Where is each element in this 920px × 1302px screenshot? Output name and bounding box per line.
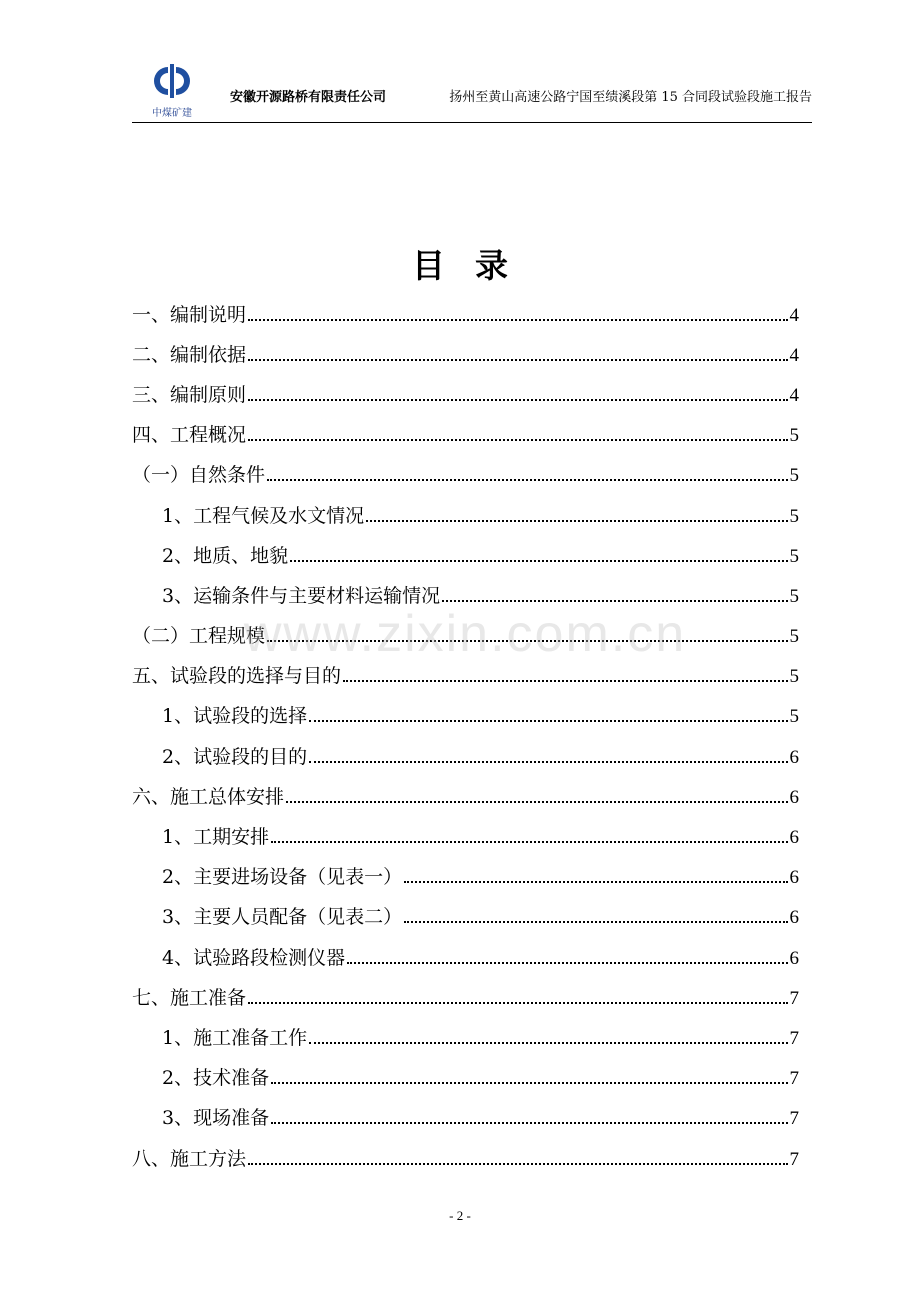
toc-leader-dots — [248, 1002, 787, 1004]
toc-entry-label: 1、施工准备工作 — [162, 1026, 308, 1049]
toc-entry-page: 6 — [789, 867, 799, 889]
toc-entry[interactable] — [132, 574, 799, 614]
toc-entry[interactable] — [132, 936, 799, 976]
toc-entry-label: 七、施工准备 — [132, 986, 247, 1009]
toc-leader-dots — [347, 962, 787, 964]
toc-entry-label: 1、工期安排 — [162, 826, 270, 849]
toc-leader-dots — [271, 841, 787, 843]
toc-entry-page: 5 — [789, 505, 799, 527]
toc-entry-page: 5 — [789, 425, 799, 447]
toc-leader-dots — [248, 319, 787, 321]
toc-entry[interactable] — [132, 976, 799, 1016]
toc-entry-page: 5 — [789, 706, 799, 728]
toc-entry[interactable] — [132, 293, 799, 333]
toc-entry[interactable] — [132, 815, 799, 855]
toc-leader-dots — [309, 761, 787, 763]
toc-entry-page: 5 — [789, 626, 799, 648]
toc-entry[interactable] — [132, 454, 799, 494]
toc-entry[interactable] — [132, 1057, 799, 1097]
toc-entry-label: 3、运输条件与主要材料运输情况 — [162, 584, 441, 607]
toc-entry-page: 6 — [789, 746, 799, 768]
toc-entry[interactable] — [132, 414, 799, 454]
toc-entry-label: 三、编制原则 — [132, 383, 247, 406]
toc-leader-dots — [248, 439, 787, 441]
toc-leader-dots — [248, 359, 787, 361]
toc-entry-page: 7 — [789, 1148, 799, 1170]
toc-entry-label: 六、施工总体安排 — [132, 785, 285, 808]
toc-entry-page: 5 — [789, 545, 799, 567]
toc-entry-label: 八、施工方法 — [132, 1147, 247, 1170]
toc-leader-dots — [286, 801, 787, 803]
toc-leader-dots — [404, 921, 787, 923]
toc-leader-dots — [271, 1122, 787, 1124]
table-of-contents — [132, 293, 799, 1177]
toc-entry-page: 6 — [789, 907, 799, 929]
toc-leader-dots — [309, 720, 787, 722]
toc-entry[interactable] — [132, 655, 799, 695]
toc-entry-page: 5 — [789, 465, 799, 487]
toc-entry-label: 3、现场准备 — [162, 1107, 270, 1130]
logo-mark-icon — [146, 64, 198, 98]
toc-entry-page: 7 — [789, 1108, 799, 1130]
toc-entry-page: 7 — [789, 987, 799, 1009]
toc-entry-label: 3、主要人员配备（见表二） — [162, 906, 403, 929]
logo-text: 中煤矿建 — [152, 108, 192, 119]
toc-leader-dots — [248, 1163, 787, 1165]
toc-entry-label: 4、试验路段检测仪器 — [162, 946, 346, 969]
toc-entry[interactable] — [132, 534, 799, 574]
toc-entry-page: 7 — [789, 1027, 799, 1049]
toc-entry[interactable] — [132, 373, 799, 413]
toc-entry-label: 二、编制依据 — [132, 343, 247, 366]
toc-entry-page: 6 — [789, 827, 799, 849]
toc-leader-dots — [267, 479, 787, 481]
toc-entry-page: 4 — [789, 304, 799, 326]
toc-entry-label: 五、试验段的选择与目的 — [132, 665, 342, 688]
toc-leader-dots — [290, 560, 787, 562]
toc-leader-dots — [248, 399, 787, 401]
toc-entry-page: 5 — [789, 666, 799, 688]
page-header — [132, 62, 812, 123]
toc-entry[interactable] — [132, 695, 799, 735]
company-logo — [142, 64, 202, 118]
toc-entry-label: 四、工程概况 — [132, 424, 247, 447]
toc-leader-dots — [442, 600, 787, 602]
toc-entry[interactable] — [132, 333, 799, 373]
toc-entry[interactable] — [132, 775, 799, 815]
toc-entry-label: 2、地质、地貌 — [162, 544, 289, 567]
toc-entry-label: （一）自然条件 — [132, 464, 266, 487]
company-name: 安徽开源路桥有限责任公司 — [230, 90, 387, 105]
toc-entry[interactable] — [132, 1016, 799, 1056]
toc-entry[interactable] — [132, 615, 799, 655]
page-number: - 2 - — [449, 1208, 471, 1223]
toc-entry-page: 7 — [789, 1068, 799, 1090]
toc-entry-page: 4 — [789, 344, 799, 366]
toc-entry[interactable] — [132, 735, 799, 775]
toc-entry-label: 1、工程气候及水文情况 — [162, 504, 365, 527]
toc-leader-dots — [343, 680, 787, 682]
toc-entry[interactable] — [132, 1097, 799, 1137]
toc-entry[interactable] — [132, 494, 799, 534]
toc-entry-label: 1、试验段的选择 — [162, 705, 308, 728]
toc-entry-label: （二）工程规模 — [132, 625, 266, 648]
toc-title: 目录 — [412, 246, 538, 285]
toc-leader-dots — [309, 1042, 787, 1044]
toc-entry[interactable] — [132, 856, 799, 896]
toc-entry-label: 2、主要进场设备（见表一） — [162, 866, 403, 889]
toc-leader-dots — [366, 520, 787, 522]
toc-entry-page: 6 — [789, 947, 799, 969]
toc-entry[interactable] — [132, 896, 799, 936]
watermark: www.zixin.com.cn — [243, 605, 687, 663]
toc-entry-page: 5 — [789, 585, 799, 607]
toc-entry[interactable] — [132, 1137, 799, 1177]
toc-entry-page: 6 — [789, 786, 799, 808]
toc-entry-label: 2、技术准备 — [162, 1067, 270, 1090]
toc-leader-dots — [271, 1082, 787, 1084]
toc-entry-page: 4 — [789, 384, 799, 406]
toc-entry-label: 2、试验段的目的 — [162, 745, 308, 768]
project-title: 扬州至黄山高速公路宁国至绩溪段第 15 合同段试验段施工报告 — [449, 90, 812, 105]
toc-leader-dots — [404, 881, 787, 883]
toc-entry-label: 一、编制说明 — [132, 303, 247, 326]
toc-leader-dots — [267, 640, 787, 642]
